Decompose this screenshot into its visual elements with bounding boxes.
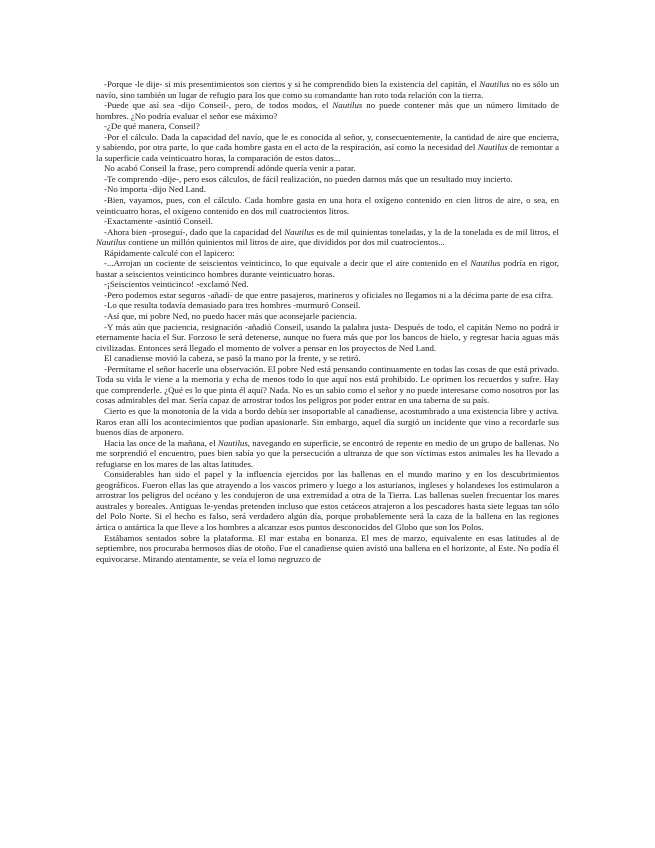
- paragraph-text: no puede contener más que un número limitado de hombres. ¿No podría evaluar el señor ese máximo?: [96, 100, 559, 121]
- paragraph: [96, 258, 559, 279]
- paragraph-text: -Puede que así sea -dijo Conseil-, pero, de todos modos, el: [104, 100, 333, 111]
- paragraph: [96, 311, 559, 322]
- paragraph-text: Estábamos sentados sobre la plataforma. El mar estaba en bonanza. El mes de marzo, equivalente en esas latitudes al de septiembre, nos procuraba hermosos días de otoño. Fue el canadiense quien avistó una ballena en el horizonte, al Este. No podía él equivocarse. Mirando atentamente, se veía el lomo negruzco de: [96, 532, 559, 564]
- paragraph-text: Hacia las once de la mañana, el: [104, 437, 218, 448]
- paragraph-text: -Permítame el señor hacerle una observación. El pobre Ned está pensando continuamente en todas las cosas de que está privado. Toda su vida le viene a la memoria y echa de menos todo lo que aquí nos está prohibido. Le oprimen los recuerdos y sufre. Hay que comprenderle. ¿Qué es lo que pinta él aquí? Nada. No es un sabio como el señor y no puede interesarse como nosotros por las cosas admirables del mar. Sería capaz de arrostrar todos los peligros por poder entrar en una taberna de su país.: [96, 363, 559, 406]
- paragraph-text: -Ahora bien -proseguí-, dado que la capacidad del: [104, 226, 285, 237]
- paragraph: [96, 121, 559, 132]
- paragraph-text: -Te comprendo -dije-, pero esos cálculos, de fácil realización, no pueden darnos más que un resultado muy incierto.: [104, 173, 513, 184]
- paragraph-text: Cierto es que la monotonía de la vida a bordo debía ser insoportable al canadiense, acostumbrado a una existencia libre y activa. Raros eran allí los acontecimientos que podían apasionarle. Sin embargo, aquel día surgió un incidente que vino a recordarle sus buenos días de arponero.: [96, 405, 559, 438]
- paragraph: [96, 406, 559, 438]
- paragraph: [96, 174, 559, 185]
- paragraph: [96, 469, 559, 532]
- paragraph-text: -Lo que resulta todavía demasiado para tres hombres -murmuró Conseil.: [104, 300, 361, 311]
- paragraph: [96, 216, 559, 227]
- paragraph: [96, 353, 559, 364]
- paragraph: [96, 248, 559, 259]
- paragraph: [96, 100, 559, 121]
- paragraph: [96, 300, 559, 311]
- paragraph-text: -¡Seiscientos veinticinco! -exclamó Ned.: [104, 279, 249, 290]
- paragraph-text: -Exactamente -asintió Conseil.: [104, 216, 213, 227]
- paragraph-text: , navegando en superficie, se encontró de repente en medio de un grupo de ballenas. No me sorprendió el encuentro, pues bien sabía yo que la persecución a ultranza de que son víctimas estos animales les ha llevado a refugiarse en los mares de las altas latitudes.: [96, 437, 559, 469]
- paragraph-text: -Por el cálculo. Dada la capacidad del navío, que le es conocida al señor, y, consecuentemente, la cantidad de aire que encierra, y sabiendo, por otra parte, lo que cada hombre gasta en el acto de la respiración, así como la necesidad del: [96, 131, 559, 153]
- paragraph: [96, 438, 559, 470]
- paragraph-text: -Pero podemos estar seguros -añadí- de que entre pasajeros, marineros y oficiales no llegamos ni a la décima parte de esa cifra.: [104, 289, 554, 300]
- paragraph-text: -¿De qué manera, Conseil?: [104, 121, 200, 132]
- paragraph: [96, 227, 559, 248]
- paragraph: [96, 195, 559, 216]
- italic-ship-name: Nautilus: [284, 226, 315, 237]
- paragraph: [96, 163, 559, 174]
- paragraph: [96, 533, 559, 565]
- paragraph: [96, 322, 559, 354]
- paragraph-text: -Porque -le dije- si mis presentimientos son ciertos y si he comprendido bien la existencia del capitán, el: [104, 79, 480, 89]
- italic-ship-name: Nautilus: [479, 79, 510, 89]
- paragraph-text: -Así que, mi pobre Ned, no puedo hacer más que aconsejarle paciencia.: [104, 311, 357, 322]
- paragraph-text: de remontar a la superficie cada veinticuatro horas, la comparación de estos datos...: [96, 142, 559, 163]
- book-page-text: [96, 79, 559, 564]
- paragraph-text: -...Arrojan un cociente de seiscientos veinticinco, lo que equivale a decir que el aire contenido en el: [104, 258, 471, 269]
- paragraph: [96, 364, 559, 406]
- paragraph-text: Rápidamente calculé con el lapicero:: [104, 247, 235, 258]
- paragraph: [96, 290, 559, 301]
- paragraph-text: -No importa -dijo Ned Land.: [104, 184, 206, 195]
- paragraph: [96, 79, 559, 100]
- paragraph-text: -Bien, vayamos, pues, con el cálculo. Cada hombre gasta en una hora el oxígeno contenido en cien litros de aire, o sea, en veinticuatro horas, el oxígeno contenido en dos mil cuatrocientos litros.: [96, 195, 559, 216]
- paragraph-text: No acabó Conseil la frase, pero comprendí adónde quería venir a parar.: [104, 163, 356, 174]
- italic-ship-name: Nautilus: [96, 237, 126, 248]
- italic-ship-name: Nautilus: [217, 437, 248, 448]
- paragraph-text: -Y más aún que paciencia, resignación -añadió Conseil, usando la palabra justa- Después de todo, el capitán Nemo no podrá ir eternamente hacia el Sur. Forzoso le será detenerse, aunque no fuera más que por los bancos de hielo, y regresar hacia aguas más civilizadas. Entonces será llegado el momento de volver a pensar en los proyectos de Ned Land.: [96, 321, 559, 353]
- paragraph-text: Considerables han sido el papel y la influencia ejercidos por las ballenas en el mundo marino y en los descubrimientos geográficos. Fueron ellas las que atrayendo a los vascos primero y luego a los asturianos, ingleses y holandeses los estimularon a arrostrar los peligros del océano y les condujeron de una extremidad a otra de la Tierra. Las ballenas suelen frecuentar los mares australes y boreales. Antiguas le-yendas pretenden incluso que estos cetáceos atrajeron a los pescadores hasta siete leguas tan sólo del Polo Norte. Si el hecho es falso, será verdadero algún día, porque probablemente será la caza de la ballena en las regiones ártica o antártica la que lleve a los hombres a alcanzar esos puntos desconocidos del Globo que son los Polos.: [96, 469, 559, 532]
- paragraph: [96, 279, 559, 290]
- italic-ship-name: Nautilus: [332, 100, 363, 111]
- paragraph-text: no es sólo un navío, sino también un lugar de refugio para los que como su comandante han roto toda relación con la tierra.: [96, 79, 560, 100]
- paragraph: [96, 132, 559, 164]
- paragraph-text: podría en rigor, bastar a seiscientos veinticinco hombres durante veinticuatro horas.: [96, 258, 559, 279]
- italic-ship-name: Nautilus: [477, 142, 508, 153]
- paragraph-text: El canadiense movió la cabeza, se pasó la mano por la frente, y se retiró.: [104, 353, 361, 364]
- italic-ship-name: Nautilus: [470, 258, 501, 269]
- paragraph-text: contiene un millón quinientos mil litros de aire, que divididos por dos mil cuatrocientos...: [125, 237, 445, 248]
- paragraph-text: es de mil quinientas toneladas, y la de la tonelada es de mil litros, el: [314, 226, 559, 237]
- paragraph: [96, 184, 559, 195]
